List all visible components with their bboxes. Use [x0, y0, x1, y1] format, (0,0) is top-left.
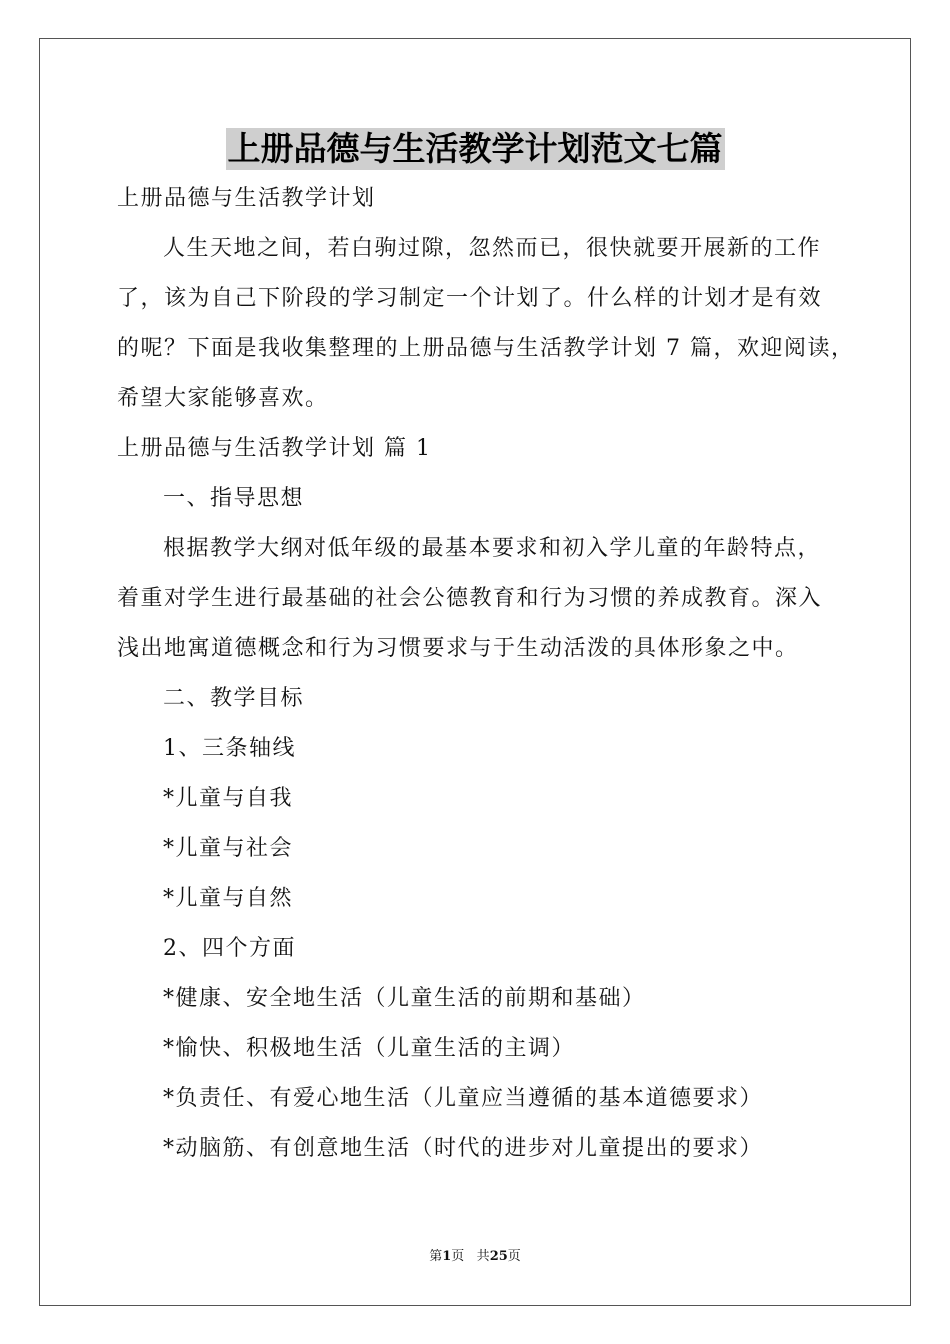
- page-number: 1: [442, 1249, 452, 1264]
- page-suffix: 页: [451, 1249, 465, 1264]
- axis-item: *儿童与自我: [163, 786, 294, 811]
- axis-item: *儿童与社会: [163, 836, 294, 861]
- guiding-line: 根据教学大纲对低年级的最基本要求和初入学儿童的年龄特点，: [163, 536, 822, 561]
- intro-line: 了，该为自己下阶段的学习制定一个计划了。什么样的计划才是有效: [117, 286, 823, 311]
- guiding-line: 着重对学生进行最基础的社会公德教育和行为习惯的养成教育。深入: [117, 586, 823, 611]
- page-footer: [0, 1248, 950, 1266]
- document-title: 上册品德与生活教学计划范文七篇: [227, 129, 723, 168]
- intro-line: 人生天地之间，若白驹过隙，忽然而已，很快就要开展新的工作: [163, 236, 822, 261]
- total-pages: 25: [489, 1249, 508, 1264]
- document-subtitle: 上册品德与生活教学计划: [117, 186, 376, 211]
- page-prefix: 第: [429, 1249, 443, 1264]
- intro-line: 希望大家能够喜欢。: [117, 386, 329, 411]
- title-container: [0, 128, 950, 170]
- aspect-item: *愉快、积极地生活（儿童生活的主调）: [163, 1036, 576, 1061]
- intro-line: 的呢？下面是我收集整理的上册品德与生活教学计划 7 篇，欢迎阅读，: [117, 336, 855, 361]
- aspect-item: *负责任、有爱心地生活（儿童应当遵循的基本道德要求）: [163, 1086, 764, 1111]
- section-heading: 上册品德与生活教学计划 篇 1: [117, 436, 432, 461]
- guiding-line: 浅出地寓道德概念和行为习惯要求与于生动活泼的具体形象之中。: [117, 636, 799, 661]
- axis-item: *儿童与自然: [163, 886, 294, 911]
- total-prefix: 共: [476, 1249, 490, 1264]
- aspect-item: *健康、安全地生活（儿童生活的前期和基础）: [163, 986, 646, 1011]
- subheading-three-axes: 1、三条轴线: [163, 736, 296, 761]
- heading-guiding-thought: 一、指导思想: [163, 486, 305, 511]
- total-suffix: 页: [507, 1249, 521, 1264]
- subheading-four-aspects: 2、四个方面: [163, 936, 296, 961]
- aspect-item: *动脑筋、有创意地生活（时代的进步对儿童提出的要求）: [163, 1136, 764, 1161]
- page-border: [39, 38, 911, 1306]
- heading-teaching-goals: 二、教学目标: [163, 686, 305, 711]
